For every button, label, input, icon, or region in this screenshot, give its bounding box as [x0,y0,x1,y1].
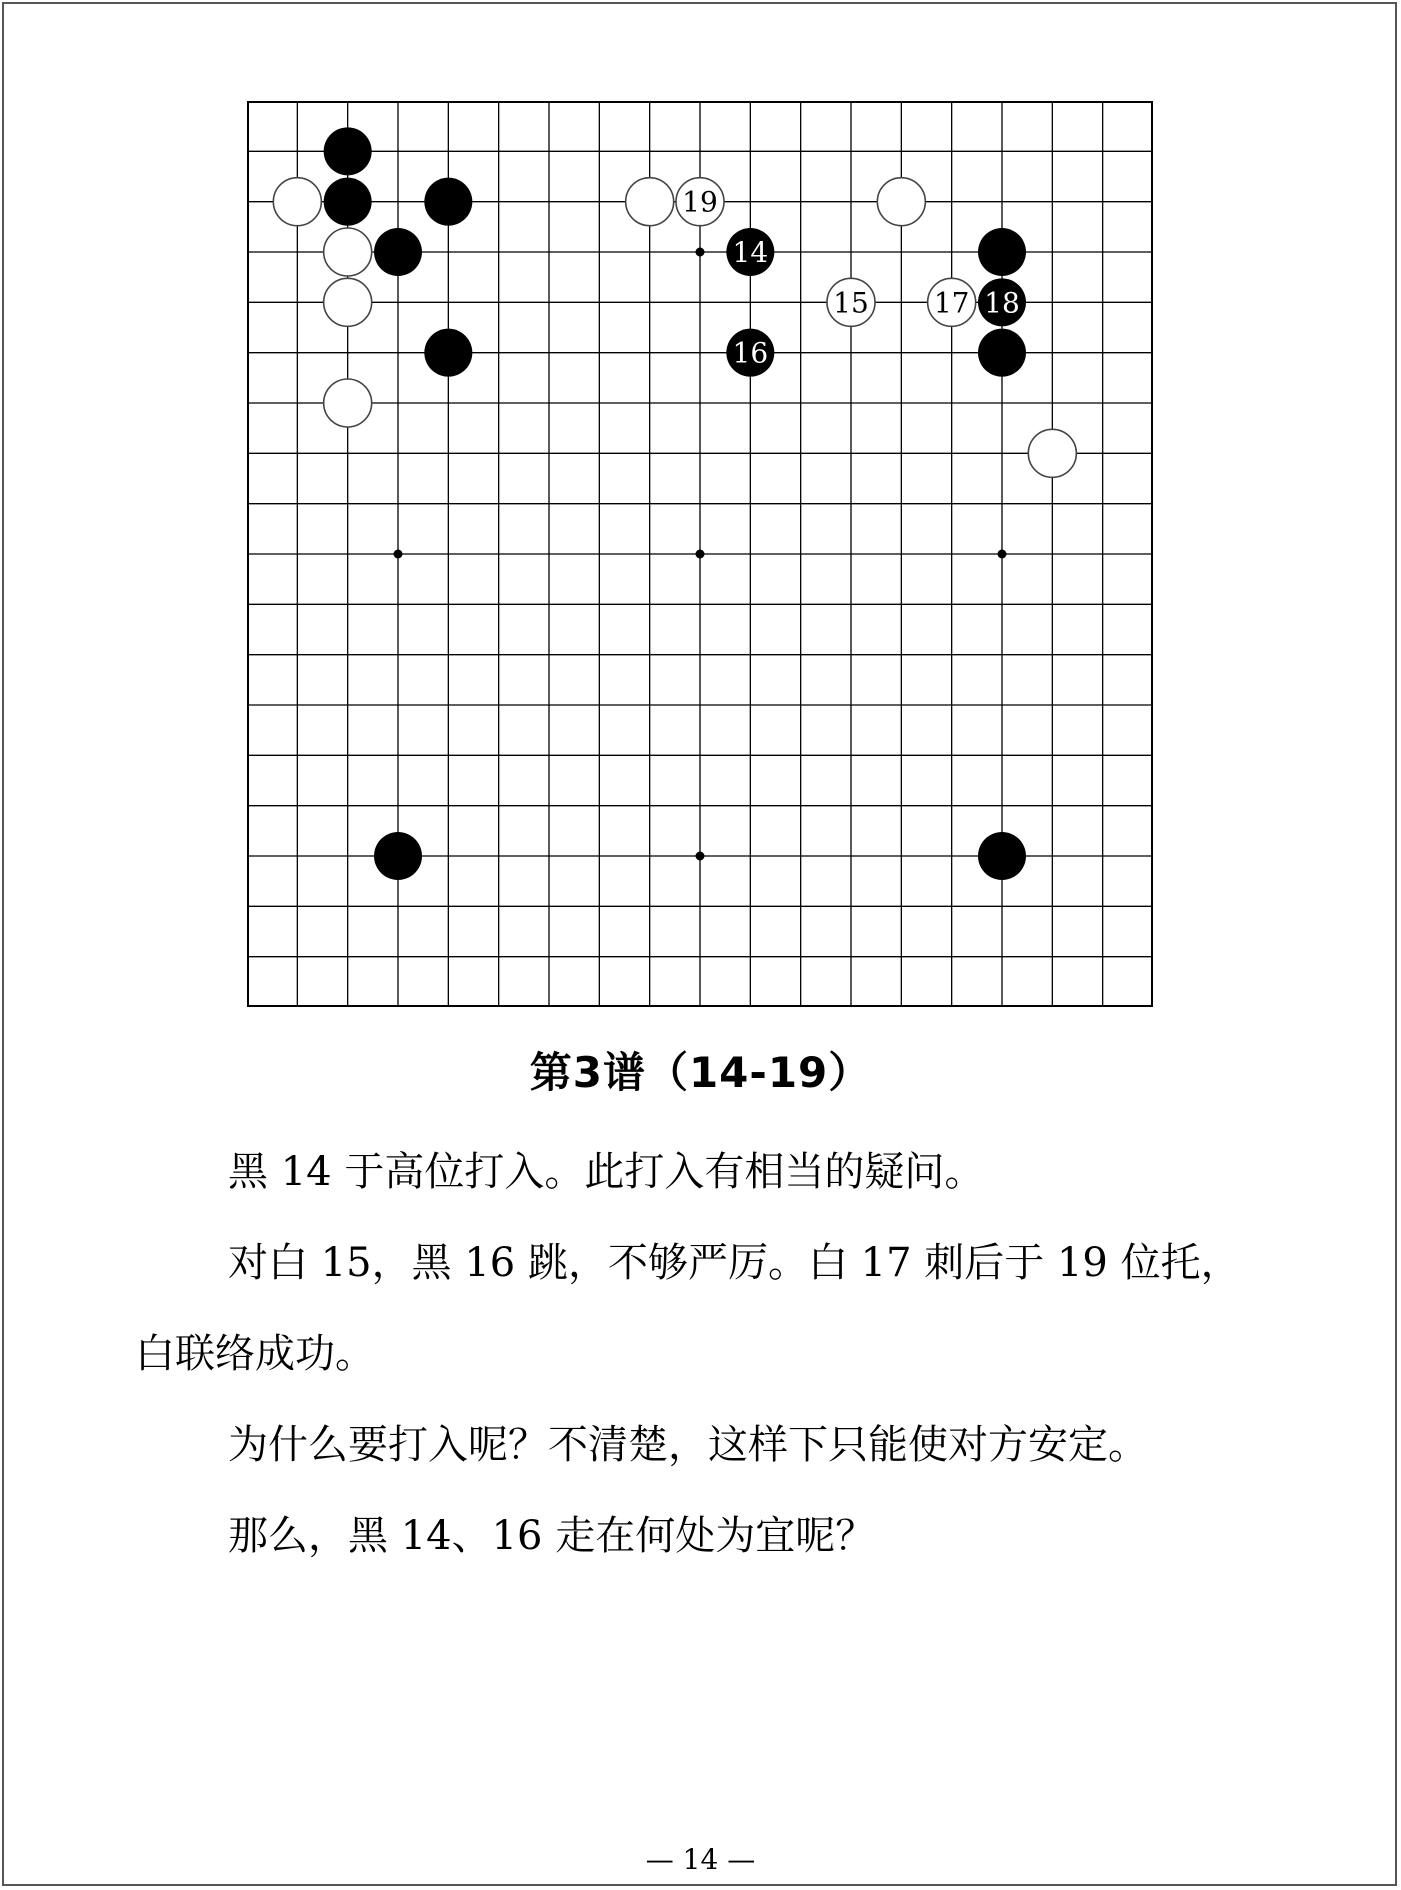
black-stone [324,127,372,175]
move-number-label: 14 [732,236,769,269]
black-stone [374,228,422,276]
white-stone [324,278,372,326]
star-point [394,550,403,559]
paragraph-1-text: 黑 14 于高位打入。此打入有相当的疑问。 [228,1149,985,1195]
move-number-label: 16 [732,336,769,370]
white-stone [877,178,925,226]
page-number: — 14 — [645,1843,756,1876]
white-stone [273,178,321,226]
paragraph-2-text: 对白 15，黑 16 跳，不够严厉。白 17 刺后于 19 位托，白联络成功。 [135,1240,1241,1377]
star-point [696,852,705,861]
black-stone [978,832,1026,880]
star-point [696,550,705,559]
paragraph-3-text: 为什么要打入呢？不清楚，这样下只能使对方安定。 [228,1422,1148,1468]
star-point [696,248,705,257]
black-stone [324,178,372,226]
black-stone [374,832,422,880]
diagram-caption: 第3谱（14-19） [529,1048,872,1097]
white-stone [626,178,674,226]
move-number-label: 17 [933,286,970,320]
paragraph-3 [135,1400,1265,1491]
move-number-label: 19 [682,185,718,219]
paragraph-1 [135,1127,1265,1218]
paragraph-4 [135,1491,1265,1582]
black-stone [424,329,472,377]
black-stone [424,178,472,226]
go-board [247,101,1153,1007]
white-stone [1028,429,1076,477]
paragraph-2 [135,1218,1265,1400]
white-stone [324,228,372,276]
star-point [998,550,1007,559]
paragraph-4-text: 那么，黑 14、16 走在何处为宜呢？ [228,1513,876,1559]
move-number-label: 15 [833,286,869,320]
black-stone [978,228,1026,276]
move-number-label: 18 [984,286,1020,320]
black-stone [978,329,1026,377]
white-stone [324,379,372,427]
